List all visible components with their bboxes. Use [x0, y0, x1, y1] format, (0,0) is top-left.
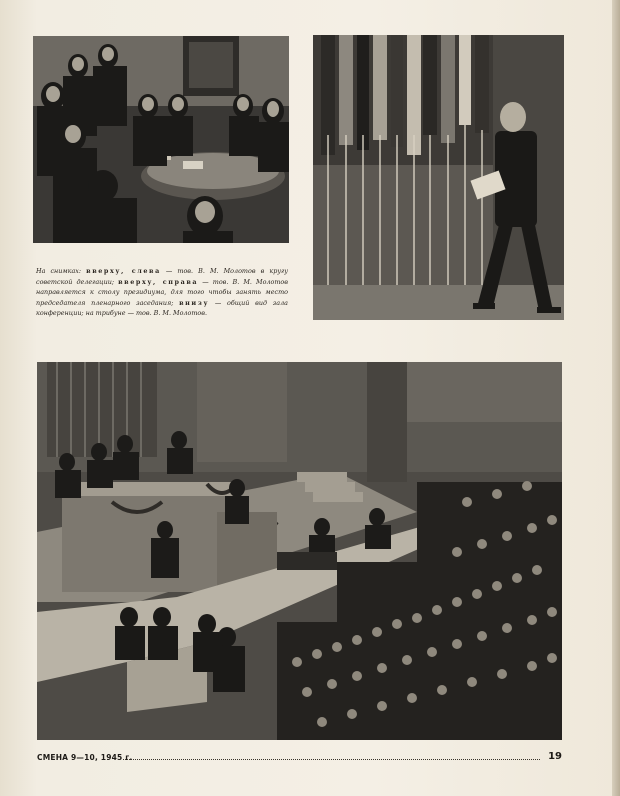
- page-edge: [612, 0, 620, 796]
- footer-rule: [123, 759, 540, 760]
- caption-top-left-ref: вверху, слева: [86, 267, 161, 275]
- photo-caption: [36, 266, 288, 319]
- page-footer: [37, 751, 562, 765]
- photo-soviet-delegation: [33, 36, 289, 243]
- caption-intro: На снимках:: [36, 267, 87, 275]
- photo-molotov-walking: [313, 35, 564, 320]
- caption-bottom-text: — общий вид зала конференции; на трибуне — тов. В. М. Молотов.: [36, 298, 288, 318]
- photo-conference-hall: [37, 362, 562, 740]
- page-number: 19: [548, 751, 562, 762]
- caption-bottom-ref: внизу: [179, 298, 210, 307]
- caption-top-right-text: — тов. В. М. Молотов направляется к столу президиума, для того чтобы занять место председателя пленарного заседания;: [36, 277, 288, 307]
- issue-label: СМЕНА 9—10, 1945 г.: [37, 753, 133, 762]
- caption-top-left-text: — тов. В. М. Молотов в кругу советской делегации;: [36, 267, 288, 286]
- caption-top-right-ref: вверху, справа: [118, 277, 199, 286]
